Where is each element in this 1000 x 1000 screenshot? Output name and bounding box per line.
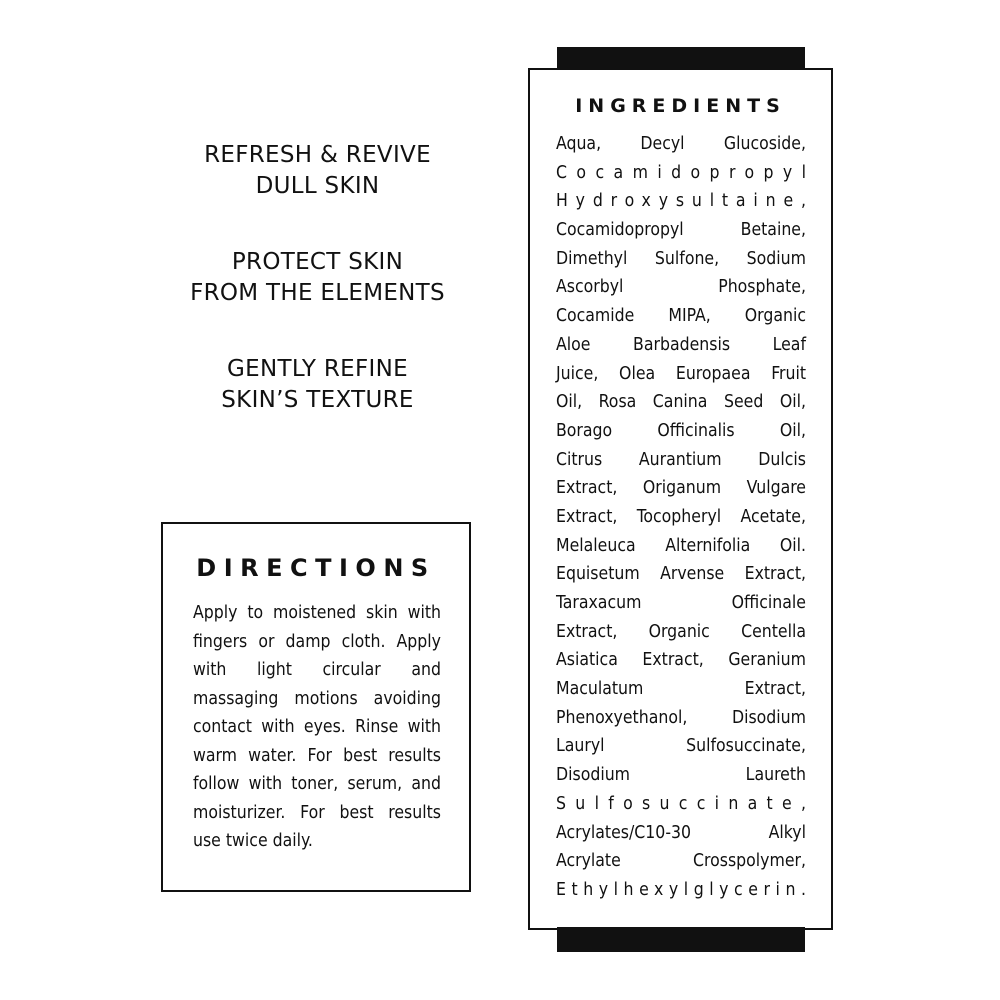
ingredients-title: INGREDIENTS — [575, 95, 786, 117]
ingredient-line: Aloe Barbadensis Leaf — [556, 334, 806, 355]
claim-protect-skin — [160, 247, 475, 309]
ingredients-list — [556, 130, 816, 905]
ingredient-line: Dimethyl Sulfone, Sodium — [556, 248, 806, 269]
claim-line: GENTLY REFINE — [227, 356, 408, 382]
ingredient-line: Extract, Origanum Vulgare — [556, 478, 806, 499]
ingredient-line: Cocamide MIPA, Organic — [556, 306, 806, 327]
ingredient-line: Aqua, Decyl Glucoside, — [556, 134, 806, 154]
ingredient-line: Borago Officinalis Oil, — [556, 420, 806, 441]
ingredient-line: Extract, Organic Centella — [556, 621, 806, 642]
ingredient-line: Acrylates/C10-30 Alkyl — [556, 822, 806, 843]
ingredient-line: Asiatica Extract, Geranium — [556, 650, 806, 671]
ingredient-line: Melaleuca Alternifolia Oil. — [556, 535, 806, 556]
ingredient-line: Disodium Laureth — [556, 765, 806, 786]
claim-line: FROM THE ELEMENTS — [190, 280, 445, 306]
directions-text: Apply to moistened skin with fingers or damp cloth. Apply with light circular and massaging motions avoiding contact with eyes. Rinse with warm water. For best results follow with toner, serum, and moisturizer. For best results use twice daily. — [193, 603, 441, 851]
ingredient-line: Juice, Olea Europaea Fruit — [556, 363, 806, 384]
ingredient-line: Equisetum Arvense Extract, — [556, 564, 806, 585]
ingredient-line: Phenoxyethanol, Disodium — [556, 707, 806, 728]
bottom-decorative-bar — [557, 927, 805, 952]
ingredient-line: Cocamidopropyl Betaine, — [556, 220, 806, 241]
ingredient-line: Ethylhexylglycerin. — [556, 879, 812, 900]
claim-line: DULL SKIN — [255, 173, 380, 199]
ingredients-box — [528, 68, 833, 930]
claim-line: REFRESH & REVIVE — [204, 142, 431, 168]
directions-box — [161, 522, 471, 892]
ingredient-line: Ascorbyl Phosphate, — [556, 277, 806, 298]
claim-line: SKIN’S TEXTURE — [221, 387, 414, 413]
directions-title: DIRECTIONS — [196, 554, 436, 582]
ingredient-line: Oil, Rosa Canina Seed Oil, — [556, 392, 806, 413]
ingredient-line: Extract, Tocopheryl Acetate, — [556, 506, 806, 527]
ingredient-line: Taraxacum Officinale — [556, 593, 806, 613]
ingredient-line: Cocamidopropyl — [556, 162, 816, 183]
claim-refresh-revive — [160, 140, 475, 202]
benefit-claims — [160, 140, 475, 461]
claim-refine-texture — [160, 354, 475, 416]
ingredient-line: Hydroxysultaine, — [556, 191, 814, 212]
ingredient-line: Sulfosuccinate, — [556, 793, 816, 814]
claim-line: PROTECT SKIN — [231, 249, 404, 275]
ingredient-line: Acrylate Crosspolymer, — [556, 851, 806, 872]
ingredient-line: Lauryl Sulfosuccinate, — [556, 736, 806, 757]
ingredient-line: Citrus Aurantium Dulcis — [556, 449, 806, 470]
ingredient-line: Maculatum Extract, — [556, 679, 806, 700]
